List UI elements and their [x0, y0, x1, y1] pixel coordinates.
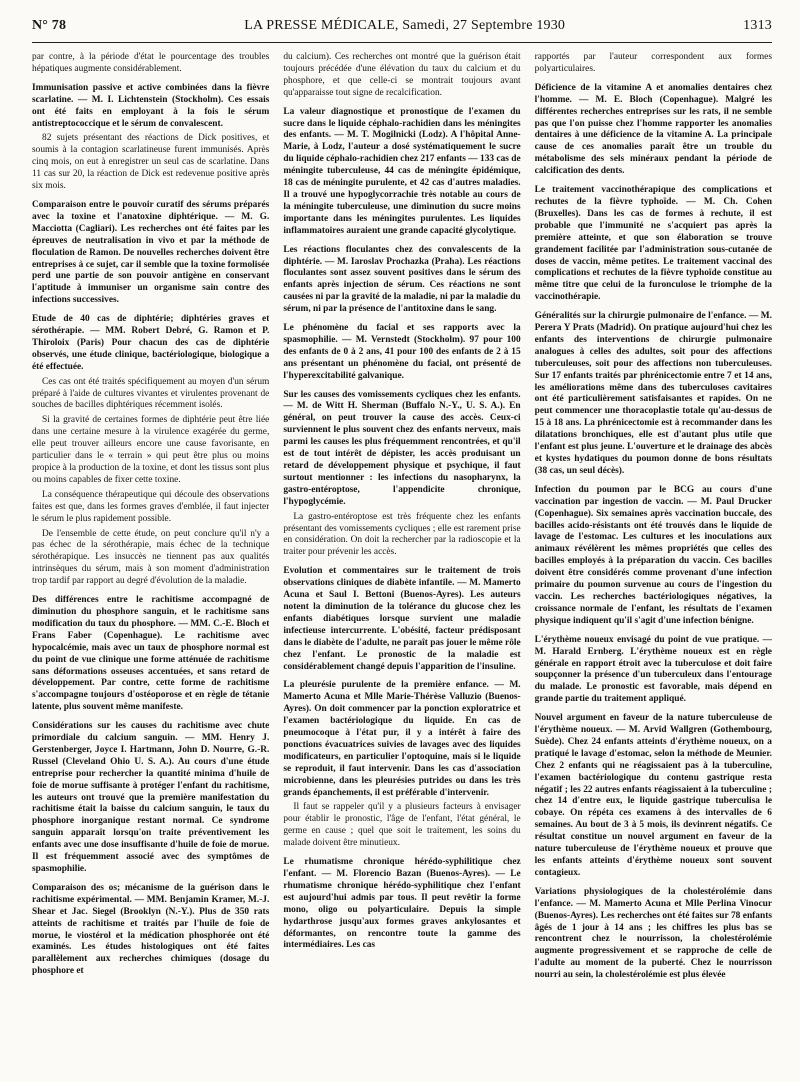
abstract-paragraph: Variations physiologiques de la cholestérolémie dans l'enfance. — M. Mamerto Acuna et Mlle Perlina Vinocur (Buenos-Ayres). Les recherches ont été faites sur 78 enfants âgés de 1 jour à 14 ans ; les chiffres les plus bas se rencontrent chez le nourrisson, la cholestérolémie augmente progressivement et se rapproche de celle de l'adulte au moment de la puberté. Chez le nourrisson nourri au sein, la cholestérolémie est plus élevée	[534, 886, 772, 981]
text-paragraph: Il faut se rappeler qu'il y a plusieurs facteurs à envisager pour établir le pronostic, l'âge de l'enfant, l'état général, le germe en cause ; quel que soit le traitement, les soins du malade doivent être minutieux.	[283, 802, 521, 849]
text-paragraph: rapportés par l'auteur correspondent aux formes polyarticulaires.	[534, 52, 772, 74]
abstract-paragraph: Infection du poumon par le BCG au cours d'une vaccination par ingestion de vaccin. — M. Paul Drucker (Copenhague). Six semaines après vaccination buccale, des bacilles acido-résistants ont été trouvés dans le liquide de lavage de l'estomac. Les cultures et les inoculations aux animaux révélèrent les mêmes propriétés que celles des bacilles employés à la préparation du vaccin. Ces bacilles doivent être considérés comme provenant d'une infection primaire du poumon survenue au cours de l'ingestion du vaccin. Les recherches bactériologiques négatives, la croissance normale de l'enfant, les résultats de l'examen physique indiquent qu'il s'agit d'une infection bénigne.	[534, 484, 772, 626]
text-paragraph: La conséquence thérapeutique qui découle des observations faites est que, dans les formes graves d'emblée, il faut injecter le sérum le plus rapidement possible.	[32, 489, 270, 524]
abstract-paragraph: Immunisation passive et active combinées dans la fièvre scarlatine. — M. I. Lichtenstein (Stockholm). Ces essais ont été faits en employant à la fois le sérum antistreptococcique et le sérum de convalescent.	[32, 82, 270, 129]
text-paragraph: 82 sujets présentant des réactions de Dick positives, et soumis à la contagion scarlatineuse furent immunisés. Après cinq mois, on eut à enregistrer un seul cas de scarlatine. Dans 11 cas sur 20, la réaction de Dick est redevenue positive après six mois.	[32, 133, 270, 192]
article-columns	[32, 52, 772, 1072]
column-middle	[283, 52, 520, 1072]
abstract-paragraph: L'érythème noueux envisagé du point de vue pratique. — M. Harald Ernberg. L'érythème noueux est en règle générale en rapport étroit avec la tuberculose et doit faire soupçonner la présence d'un tuberculeux dans l'entourage du malade. Le pronostic est favorable, mais dépend en grande partie du traitement appliqué.	[534, 634, 772, 705]
abstract-paragraph: Evolution et commentaires sur le traitement de trois observations cliniques de diabète infantile. — M. Mamerto Acuna et Saul I. Bettoni (Buenos-Ayres). Les auteurs notent la diminution de la tolérance du glucose chez les enfants diabétiques lorsque survient une maladie infectieuse intercurrente. L'obésité, facteur prédisposant dans le diabète de l'adulte, ne paraît pas jouer le même rôle chez l'enfant. Le pronostic de la maladie est considérablement changé depuis l'apparition de l'insuline.	[283, 566, 521, 672]
abstract-paragraph: Le phénomène du facial et ses rapports avec la spasmophilie. — M. Vernstedt (Stockholm). 97 pour 100 des enfants de 0 à 2 ans, 41 pour 100 des enfants de 2 à 15 ans présentant un phénomène du facial, ont présenté de l'hyperexcitabilité galvanique.	[283, 323, 521, 381]
issue-number: N° 78	[32, 18, 67, 33]
column-left	[32, 52, 269, 1072]
abstract-paragraph: Le traitement vaccinothérapique des complications et rechutes de la fièvre typhoïde. — M. Ch. Cohen (Bruxelles). Dans les cas de formes à rechute, il est probable que l'immunité ne s'acquiert pas après la première atteinte, et que son élaboration se trouve grandement facilitée par l'administration sous-cutanée de doses de vaccin, même petites. Le traitement vaccinal des complications et rechutes de la fièvre typhoïde constitue au même titre que celui de la furonculose le triomphe de la vaccinothérapie.	[534, 185, 772, 303]
running-header	[32, 18, 772, 43]
text-paragraph: De l'ensemble de cette étude, on peut conclure qu'il n'y a pas échec de la sérothérapie, mais échec de la technique sérothérapique. Les insuccès ne tiennent pas aux qualités intrinsèques du sérum, mais à son moment d'administration trop tardif par rapport au degré d'évolution de la maladie.	[32, 528, 270, 587]
abstract-paragraph: Etude de 40 cas de diphtérie; diphtéries graves et sérothérapie. — MM. Robert Debré, G. Ramon et P. Thiroloix (Paris) Pour chacun des cas de diphtérie observés, une étude clinique, bactériologique, biologique a été effectuée.	[32, 314, 270, 372]
abstract-paragraph: Déficience de la vitamine A et anomalies dentaires chez l'homme. — M. E. Bloch (Copenhague). Malgré les différentes recherches entreprises sur les rats, il ne semble pas que l'on puisse chez l'homme rapporter les anomalies dentaires à une déficience de la vitamine A. La principale cause de ces anomalies paraît être un trouble du métabolisme des sels minéraux pendant la période de calcification des dents.	[534, 82, 772, 177]
abstract-paragraph: Nouvel argument en faveur de la nature tuberculeuse de l'érythème noueux. — M. Arvid Wallgren (Gothembourg, Suède). Chez 24 enfants atteints d'érythème noueux, on a pratiqué le lavage d'estomac, selon la méthode de Meunier. Chez 2 enfants qui ne réagissaient pas à la tuberculine, l'examen bactériologique du contenu gastrique resta négatif ; les 22 autres enfants réagissaient à la tuberculine ; chez 14 d'entre eux, le liquide gastrique tuberculisa le cobaye. On répéta ces examens à des intervalles de 6 semaines. Au bout de 3 à 5 mois, ils devinrent négatifs. Ce résultat constitue un nouvel argument en faveur de la nature tuberculeuse de l'érythème noueux et prouve que les enfants atteints d'érythème noueux sont souvent contagieux.	[534, 713, 772, 878]
text-paragraph: Si la gravité de certaines formes de diphtérie peut être liée dans une certaine mesure à la virulence exagérée du germe, elle peut trouver ailleurs encore une cause favorisante, en particulier dans le « terrain » qui peut être plus ou moins propice à la production de la toxine, et dont les tissus sont plus ou moins capables de fixer cette toxine.	[32, 415, 270, 485]
abstract-paragraph: Des différences entre le rachitisme accompagné de diminution du phosphore sanguin, et le rachitisme sans modification du taux du phosphore. — MM. C.-E. Bloch et Frans Faber (Copenhague). Le rachitisme avec hypocalcémie, mais avec un taux de phosphore normal est du point de vue clinique une forme atténuée de rachitisme sans déformations osseuses accentuées, et sans retard de développement. Par contre, cette forme de rachitisme s'accompagne toujours d'ostéoporose et en règle de tétanie latente, plus souvent même manifeste.	[32, 595, 270, 713]
column-right	[535, 52, 772, 1072]
text-paragraph: Ces cas ont été traités spécifiquement au moyen d'un sérum préparé à l'aide de cultures vivantes et virulentes provenant de souches de bacilles diphtériques récemment isolés.	[32, 376, 270, 411]
text-paragraph: La gastro-entéroptose est très fréquente chez les enfants présentant des vomissements cycliques ; elle est rarement prise en considération. On doit la rechercher par la radioscopie et la traiter pour prévenir les accès.	[283, 511, 521, 558]
abstract-paragraph: Le rhumatisme chronique hérédo-syphilitique chez l'enfant. — M. Florencio Bazan (Buenos-Ayres). — Le rhumatisme chronique hérédo-syphilitique chez l'enfant est aujourd'hui admis par tous. Il peut revêtir la forme mono, oligo ou polyarticulaire. Depuis la simple hydarthrose jusqu'aux formes graves ankylosantes et déformantes, on rencontre toute la gamme des intermédiaires. Les cas	[283, 857, 521, 951]
text-paragraph: du calcium). Ces recherches ont montré que la guérison était toujours précédée d'une élévation du taux du calcium et du phosphore, et que celle-ci se montrait toujours avant qu'apparaisse tout signe de recalcification.	[283, 52, 521, 98]
text-paragraph: par contre, à la période d'état le pourcentage des troubles hépatiques augmente considérablement.	[32, 52, 270, 74]
abstract-paragraph: Sur les causes des vomissements cycliques chez les enfants. — M. de Witt H. Sherman (Buffalo N.-Y., U. S. A.). En général, on peut trouver la cause des accès. Ceux-ci surviennent le plus souvent chez des enfants nerveux, mais parmi les causes les plus fréquemment rencontrées, et qu'il est de tout intérêt de dépister, les accès produisant un retard de développement physique et psychique, il faut surtout mentionner : les infections du nasopharynx, la gastro-entéroptose, l'appendicite chronique, l'hypoglycémie.	[283, 389, 521, 507]
abstract-paragraph: Les réactions floculantes chez des convalescents de la diphtérie. — M. Iaroslav Prochazka (Praha). Les réactions floculantes sont assez souvent positives dans le sérum des enfants après injection de sérum. Ces réactions ne sont causées ni par la gravité de la maladie, ni par la maladie du sérum, ni par la présence de l'antitoxine dans le sang.	[283, 244, 521, 315]
abstract-paragraph: Comparaison des os; mécanisme de la guérison dans le rachitisme expérimental. — MM. Benjamin Kramer, M.-J. Shear et Jac. Siegel (Brooklyn (N.-Y.). Plus de 350 rats atteints de rachitisme et traités par l'huile de foie de morue, le viostérol et la médication phosphorée ont été examinés. Les études histologiques ont été faites parallèlement aux recherches chimiques (dosage du phosphore et	[32, 882, 270, 977]
abstract-paragraph: Comparaison entre le pouvoir curatif des sérums préparés avec la toxine et l'anatoxine diphtérique. — M. G. Macciotta (Cagliari). Les recherches ont été faites par les épreuves de neutralisation in vivo et par la méthode de floculation de Ramon. De nouvelles recherches doivent être entreprises à ce sujet, car il semble que la toxine formolisée perd une partie de son pouvoir antigène en conservant l'aptitude à immuniser un organisme sain contre des infections successives.	[32, 199, 270, 306]
abstract-paragraph: La pleurésie purulente de la première enfance. — M. Mamerto Acuna et Mlle Marie-Thérèse Valluzio (Buenos-Ayres). On doit commencer par la ponction exploratrice et l'examen bactériologique du liquide. En cas de pneumocoque à l'état pur, il y a intérêt à faire des ponctions évacuatrices suivies de lavages avec des liquides modificateurs, en particulier l'optoquine, mais si le liquide se reproduit, il faut intervenir. Dans les cas d'association microbienne, dans les pleurésies putrides ou dans les très grands épanchements, il est préférable d'intervenir.	[283, 680, 521, 798]
abstract-paragraph: La valeur diagnostique et pronostique de l'examen du sucre dans le liquide céphalo-rachidien dans les méningites des enfants. — M. T. Mogilnicki (Lodz). A l'hôpital Anne-Marie, à Lodz, l'auteur a dosé systématiquement le sucre du liquide céphalo-rachidien chez 217 enfants — 133 cas de méningite tuberculeuse, 44 cas de méningite épidémique, 18 cas de méningite purulente, et 42 cas d'autres maladies. Il a trouvé une hypoglycorrachie très notable au cours de la méningite tuberculeuse, une diminution du sucre moins importante dans les méningites purulentes. Les liquides inflammatoires auraient une grande capacité glycolytique.	[283, 106, 521, 236]
abstract-paragraph: Considérations sur les causes du rachitisme avec chute primordiale du calcium sanguin. — MM. Henry J. Gerstenberger, Joyce I. Hartmann, John D. Nourre, G.-R. Russel (Cleveland Ohio U. S. A.). Au cours d'une étude entreprise pour rechercher la quantité minima d'huile de foie de morue suffisante à protéger l'enfant du rachitisme, les auteurs ont trouvé que la première manifestation du rachitisme était la baisse du calcium sanguin, le taux du phosphore inorganique restant normal. Ce syndrome sanguin apparaît lorsqu'on traite préventivement les enfants avec une dose insuffisante d'huile de foie de morue. Il est fréquemment associé avec des symptômes de spasmophilie.	[32, 721, 270, 874]
journal-title-date: LA PRESSE MÉDICALE, Samedi, 27 Septembre 1930	[244, 18, 566, 33]
abstract-paragraph: Généralités sur la chirurgie pulmonaire de l'enfance. — M. Perera Y Prats (Madrid). On pratique aujourd'hui chez les enfants des interventions de chirurgie pulmonaire analogues à celles des adultes, soit pour des affections tuberculeuses, soit pour des affections non tuberculeuses. Sur 17 enfants traités par phrénicectomie entre 7 et 14 ans, les améliorations même dans des tuberculoses cavitaires ont été particulièrement satisfaisantes et rapides. On ne peut commencer une thoracoplastie totale qu'au-dessus de 15 à 18 ans. La phrénicectomie est à recommander dans les dilatations bronchiques, elle est d'autant plus utile que l'enfant est plus jeune. L'ouverture et le drainage des abcès et kystes hydatiques du poumon donne de bons résultats (38 cas, un seul décès).	[534, 311, 772, 476]
page-number: 1313	[743, 18, 772, 33]
